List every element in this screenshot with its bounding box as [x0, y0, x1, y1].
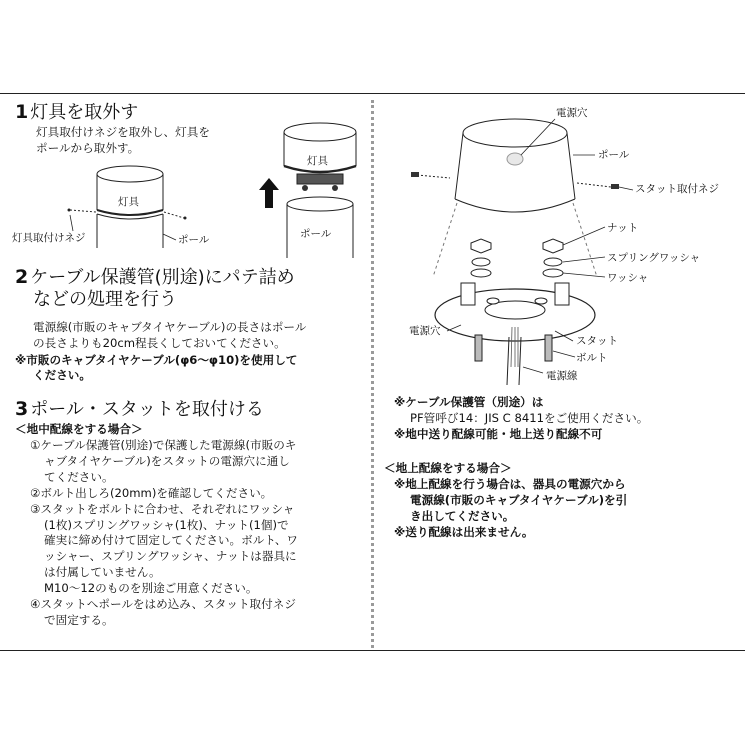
bolt-label: ボルト [576, 352, 608, 364]
screw-label: 灯具取付けネジ [12, 232, 86, 244]
section2-heading-2: などの処理を行う [33, 289, 177, 310]
underground-heading: ＜地中配線をする場合＞ [15, 422, 143, 436]
conduit-note-1: ※ケーブル保護管（別途）は [394, 395, 544, 409]
arrow-up-icon [259, 178, 279, 208]
stud-screw-label: スタット取付ネジ [635, 183, 719, 195]
section3-step-line: ①ケーブル保護管(別途)で保護した電源線(市販のキ [30, 438, 297, 452]
section1-text-2: ポールから取外す。 [36, 141, 140, 155]
section3-step-line: てください。 [44, 469, 114, 484]
power-hole-top-label: 電源穴 [556, 107, 588, 119]
screw-leader-line [60, 215, 90, 235]
section3-step-line: (1枚)スプリングワッシャ(1枚)、ナット(1個)で [44, 517, 289, 532]
section3-step-line: ャブタイヤケーブル)をスタットの電源穴に通し [44, 453, 290, 468]
bottom-rule [0, 650, 745, 651]
lamp-label-left: 灯具 [118, 196, 139, 208]
section1-heading: 1 灯具を取外す [15, 101, 139, 123]
lamp-label-right: 灯具 [307, 155, 328, 167]
section3-step-line: ②ボルト出しろ(20mm)を確認してください。 [30, 485, 273, 500]
installation-diagram [405, 105, 735, 385]
section3-heading: 3 ポール・スタットを取付ける [15, 398, 264, 420]
section2-text-1: 電源線(市販のキャブタイヤケーブル)の長さはポール [33, 320, 307, 334]
above-ground-4: ※送り配線は出来ません。 [394, 525, 534, 539]
above-ground-2: 電源線(市販のキャブタイヤケーブル)を引 [410, 493, 628, 507]
pole-label-left: ポール [178, 234, 210, 246]
above-ground-1: ※地上配線を行う場合は、器具の電源穴から [394, 477, 626, 491]
stud-label: スタット [576, 335, 618, 347]
conduit-note-3: ※地中送り配線可能・地上送り配線不可 [394, 427, 603, 441]
section2-note-2: ください。 [33, 368, 91, 382]
nut-label: ナット [607, 222, 639, 234]
above-ground-heading: ＜地上配線をする場合＞ [384, 461, 512, 475]
power-hole-bottom-label: 電源穴 [409, 325, 441, 337]
section3-step-line: ッシャー、スプリングワッシャ、ナットは器具に [44, 549, 297, 564]
section2-note-1: ※市販のキャブタイヤケーブル(φ6～φ10)を使用して [15, 353, 298, 367]
conduit-note-2: PF管呼び14：JIS C 8411をご使用ください。 [410, 411, 649, 425]
section3-step-line: で固定する。 [44, 612, 114, 627]
section2-heading-1: 2 ケーブル保護管(別途)にパテ詰め [15, 266, 295, 288]
spring-washer-label: スプリングワッシャ [607, 252, 701, 264]
washer-label: ワッシャ [607, 272, 649, 284]
pole-label-diagram: ポール [598, 149, 630, 161]
section2-text-2: の長さよりも20cm程長くしておいてください。 [33, 336, 286, 350]
above-ground-3: き出してください。 [410, 509, 515, 523]
power-line-label: 電源線 [546, 370, 578, 382]
section1-text-1: 灯具取付けネジを取外し、灯具を [36, 125, 210, 139]
top-rule [0, 93, 745, 94]
section3-step-line: ③スタットをボルトに合わせ、それぞれにワッシャ [30, 501, 295, 516]
section3-step-line: は付属していません。 [44, 565, 161, 580]
section3-step-line: 確実に締め付けて固定してください。ボルト、ワ [44, 533, 299, 548]
section3-step-line: M10～12のものを別途ご用意ください。 [44, 581, 258, 596]
section3-step-line: ④スタットへポールをはめ込み、スタット取付ネジ [30, 597, 296, 611]
pole-label-right: ポール [300, 228, 332, 240]
